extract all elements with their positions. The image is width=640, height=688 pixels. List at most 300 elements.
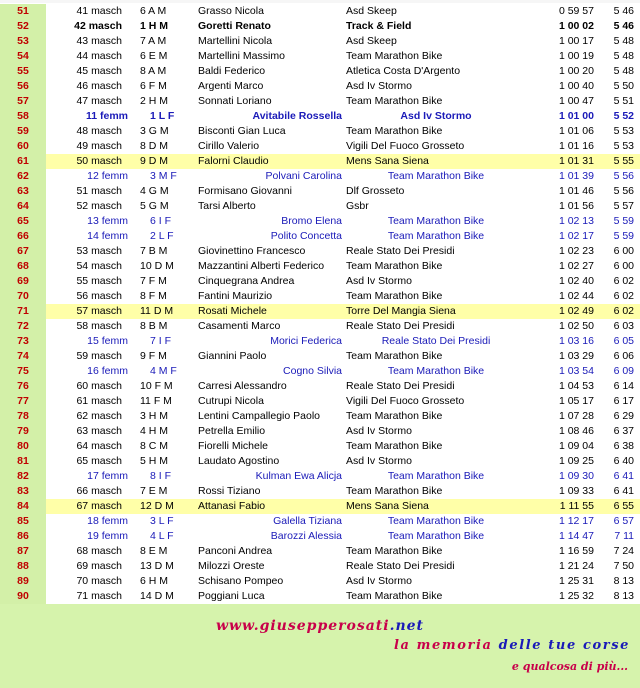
table-row bbox=[0, 64, 640, 79]
team-cell: Team Marathon Bike bbox=[346, 485, 443, 497]
time-cell: 1 02 17 bbox=[558, 230, 594, 242]
class-rank-cell: 8 E M bbox=[140, 545, 168, 557]
athlete-name-cell: Tarsi Alberto bbox=[198, 200, 256, 212]
time-cell: 1 02 13 bbox=[558, 215, 594, 227]
position-cell: 62 bbox=[0, 169, 46, 184]
athlete-name-cell: Lentini Campallegio Paolo bbox=[198, 410, 320, 422]
position-cell: 89 bbox=[0, 574, 46, 589]
table-row bbox=[0, 94, 640, 109]
pace-cell: 6 41 bbox=[613, 485, 634, 497]
class-rank-cell: 4 G M bbox=[140, 185, 169, 197]
pace-cell: 6 57 bbox=[613, 515, 634, 527]
team-cell: Team Marathon Bike bbox=[346, 410, 443, 422]
table-row bbox=[0, 334, 640, 349]
class-rank-cell: 5 H M bbox=[140, 455, 169, 467]
position-cell: 77 bbox=[0, 394, 46, 409]
position-cell: 88 bbox=[0, 559, 46, 574]
category-rank-cell: 52 masch bbox=[76, 200, 122, 212]
class-rank-cell: 5 G M bbox=[140, 200, 169, 212]
table-row bbox=[0, 379, 640, 394]
time-cell: 1 01 39 bbox=[558, 170, 594, 182]
athlete-name-cell: Formisano Giovanni bbox=[198, 185, 292, 197]
team-cell: Asd Skeep bbox=[346, 35, 397, 47]
athlete-name-cell: Giannini Paolo bbox=[198, 350, 267, 362]
class-rank-cell: 1 H M bbox=[140, 20, 169, 32]
time-cell: 1 00 40 bbox=[558, 80, 594, 92]
time-cell: 1 02 23 bbox=[558, 245, 594, 257]
site-footer bbox=[0, 604, 640, 688]
time-cell: 1 25 32 bbox=[558, 590, 594, 602]
time-cell: 1 12 17 bbox=[558, 515, 594, 527]
table-row bbox=[0, 259, 640, 274]
athlete-name-cell: Cinquegrana Andrea bbox=[198, 275, 295, 287]
category-rank-cell: 46 masch bbox=[76, 80, 122, 92]
position-cell: 86 bbox=[0, 529, 46, 544]
category-rank-cell: 59 masch bbox=[76, 350, 122, 362]
position-cell: 83 bbox=[0, 484, 46, 499]
pace-cell: 5 56 bbox=[613, 185, 634, 197]
class-rank-cell: 6 F M bbox=[140, 80, 167, 92]
table-row bbox=[0, 139, 640, 154]
pace-cell: 6 41 bbox=[613, 470, 634, 482]
category-rank-cell: 58 masch bbox=[76, 320, 122, 332]
table-row bbox=[0, 559, 640, 574]
class-rank-cell: 7 E M bbox=[140, 485, 168, 497]
position-cell: 82 bbox=[0, 469, 46, 484]
category-rank-cell: 61 masch bbox=[76, 395, 122, 407]
athlete-name-cell: Sonnati Loriano bbox=[198, 95, 272, 107]
time-cell: 1 02 44 bbox=[558, 290, 594, 302]
athlete-name-cell: Rosati Michele bbox=[198, 305, 267, 317]
team-cell: Asd Iv Stormo bbox=[400, 110, 472, 122]
time-cell: 1 02 40 bbox=[558, 275, 594, 287]
class-rank-cell: 11 F M bbox=[140, 395, 172, 407]
category-rank-cell: 42 masch bbox=[74, 20, 122, 32]
pace-cell: 6 17 bbox=[613, 395, 634, 407]
position-cell: 79 bbox=[0, 424, 46, 439]
class-rank-cell: 9 D M bbox=[140, 155, 169, 167]
pace-cell: 5 50 bbox=[613, 80, 634, 92]
category-rank-cell: 16 femm bbox=[87, 365, 128, 377]
athlete-name-cell: Falorni Claudio bbox=[198, 155, 269, 167]
pace-cell: 6 40 bbox=[613, 455, 634, 467]
position-cell: 61 bbox=[0, 154, 46, 169]
category-rank-cell: 66 masch bbox=[76, 485, 122, 497]
table-row bbox=[0, 484, 640, 499]
category-rank-cell: 67 masch bbox=[76, 500, 122, 512]
tagline bbox=[394, 638, 630, 653]
table-row bbox=[0, 499, 640, 514]
class-rank-cell: 8 D M bbox=[140, 140, 169, 152]
class-rank-cell: 11 D M bbox=[140, 305, 174, 317]
table-row bbox=[0, 289, 640, 304]
category-rank-cell: 43 masch bbox=[76, 35, 122, 47]
time-cell: 1 02 50 bbox=[558, 320, 594, 332]
time-cell: 1 25 31 bbox=[558, 575, 594, 587]
pace-cell: 6 02 bbox=[613, 305, 634, 317]
class-rank-cell: 4 H M bbox=[140, 425, 169, 437]
time-cell: 0 59 57 bbox=[558, 5, 594, 17]
athlete-name-cell: Rossi Tiziano bbox=[198, 485, 261, 497]
position-cell: 66 bbox=[0, 229, 46, 244]
time-cell: 1 00 19 bbox=[558, 50, 594, 62]
time-cell: 1 01 46 bbox=[558, 185, 594, 197]
position-cell: 53 bbox=[0, 34, 46, 49]
table-row bbox=[0, 394, 640, 409]
pace-cell: 6 14 bbox=[613, 380, 634, 392]
time-cell: 1 00 02 bbox=[558, 20, 594, 32]
time-cell: 1 07 28 bbox=[558, 410, 594, 422]
table-row bbox=[0, 319, 640, 334]
class-rank-cell: 8 I F bbox=[150, 470, 172, 482]
team-cell: Asd Iv Stormo bbox=[346, 575, 412, 587]
pace-cell: 6 02 bbox=[613, 275, 634, 287]
position-cell: 54 bbox=[0, 49, 46, 64]
athlete-name-cell: Morici Federica bbox=[270, 335, 342, 347]
team-cell: Reale Stato Dei Presidi bbox=[346, 560, 455, 572]
athlete-name-cell: Avitabile Rossella bbox=[252, 110, 342, 122]
team-cell: Team Marathon Bike bbox=[346, 590, 443, 602]
table-top-edge bbox=[0, 0, 640, 3]
category-rank-cell: 54 masch bbox=[76, 260, 122, 272]
pace-cell: 6 00 bbox=[613, 245, 634, 257]
table-row bbox=[0, 109, 640, 124]
time-cell: 1 09 30 bbox=[558, 470, 594, 482]
category-rank-cell: 47 masch bbox=[76, 95, 122, 107]
time-cell: 1 01 00 bbox=[558, 110, 594, 122]
category-rank-cell: 51 masch bbox=[76, 185, 122, 197]
position-cell: 64 bbox=[0, 199, 46, 214]
pace-cell: 7 50 bbox=[613, 560, 634, 572]
time-cell: 1 09 25 bbox=[558, 455, 594, 467]
team-cell: Track & Field bbox=[346, 20, 412, 32]
table-row bbox=[0, 244, 640, 259]
team-cell: Team Marathon Bike bbox=[387, 230, 485, 242]
team-cell: Torre Del Mangia Siena bbox=[346, 305, 456, 317]
position-cell: 71 bbox=[0, 304, 46, 319]
class-rank-cell: 6 E M bbox=[140, 50, 168, 62]
team-cell: Team Marathon Bike bbox=[387, 170, 485, 182]
table-row bbox=[0, 529, 640, 544]
table-row bbox=[0, 79, 640, 94]
table-row bbox=[0, 34, 640, 49]
class-rank-cell: 4 M F bbox=[150, 365, 177, 377]
time-cell: 1 01 16 bbox=[558, 140, 594, 152]
class-rank-cell: 7 A M bbox=[140, 35, 167, 47]
athlete-name-cell: Cirillo Valerio bbox=[198, 140, 260, 152]
category-rank-cell: 12 femm bbox=[87, 170, 128, 182]
team-cell: Vigili Del Fuoco Grosseto bbox=[346, 395, 465, 407]
class-rank-cell: 6 A M bbox=[140, 5, 167, 17]
class-rank-cell: 2 H M bbox=[140, 95, 169, 107]
site-url-suffix: .net bbox=[389, 618, 425, 634]
time-cell: 1 09 33 bbox=[558, 485, 594, 497]
athlete-name-cell: Fantini Maurizio bbox=[198, 290, 273, 302]
table-row bbox=[0, 454, 640, 469]
category-rank-cell: 41 masch bbox=[76, 5, 122, 17]
pace-cell: 5 53 bbox=[613, 140, 634, 152]
table-row bbox=[0, 349, 640, 364]
table-row bbox=[0, 229, 640, 244]
time-cell: 1 21 24 bbox=[558, 560, 594, 572]
table-row bbox=[0, 514, 640, 529]
team-cell: Asd Iv Stormo bbox=[346, 455, 412, 467]
table-row bbox=[0, 439, 640, 454]
team-cell: Asd Skeep bbox=[346, 5, 397, 17]
time-cell: 1 14 47 bbox=[558, 530, 594, 542]
team-cell: Vigili Del Fuoco Grosseto bbox=[346, 140, 465, 152]
athlete-name-cell: Attanasi Fabio bbox=[198, 500, 266, 512]
time-cell: 1 04 53 bbox=[558, 380, 594, 392]
site-url-prefix: www. bbox=[215, 618, 260, 634]
pace-cell: 5 56 bbox=[613, 170, 634, 182]
class-rank-cell: 3 G M bbox=[140, 125, 169, 137]
team-cell: Mens Sana Siena bbox=[346, 500, 429, 512]
team-cell: Team Marathon Bike bbox=[346, 125, 443, 137]
position-cell: 90 bbox=[0, 589, 46, 604]
time-cell: 1 00 17 bbox=[558, 35, 594, 47]
category-rank-cell: 57 masch bbox=[76, 305, 122, 317]
athlete-name-cell: Carresi Alessandro bbox=[198, 380, 287, 392]
team-cell: Team Marathon Bike bbox=[346, 350, 443, 362]
pace-cell: 5 53 bbox=[613, 125, 634, 137]
athlete-name-cell: Polvani Carolina bbox=[265, 170, 342, 182]
table-row bbox=[0, 49, 640, 64]
table-row bbox=[0, 574, 640, 589]
position-cell: 81 bbox=[0, 454, 46, 469]
pace-cell: 6 05 bbox=[613, 335, 634, 347]
time-cell: 1 03 54 bbox=[558, 365, 594, 377]
class-rank-cell: 3 M F bbox=[150, 170, 177, 182]
team-cell: Gsbr bbox=[346, 200, 369, 212]
category-rank-cell: 17 femm bbox=[87, 470, 128, 482]
pace-cell: 6 38 bbox=[613, 440, 634, 452]
table-row bbox=[0, 169, 640, 184]
athlete-name-cell: Goretti Renato bbox=[198, 20, 271, 32]
position-cell: 76 bbox=[0, 379, 46, 394]
athlete-name-cell: Fiorelli Michele bbox=[198, 440, 269, 452]
pace-cell: 8 13 bbox=[613, 590, 634, 602]
athlete-name-cell: Panconi Andrea bbox=[198, 545, 273, 557]
category-rank-cell: 19 femm bbox=[87, 530, 128, 542]
team-cell: Atletica Costa D'Argento bbox=[346, 65, 461, 77]
pace-cell: 6 02 bbox=[613, 290, 634, 302]
athlete-name-cell: Cutrupi Nicola bbox=[198, 395, 264, 407]
position-cell: 74 bbox=[0, 349, 46, 364]
position-cell: 87 bbox=[0, 544, 46, 559]
position-cell: 69 bbox=[0, 274, 46, 289]
time-cell: 1 01 56 bbox=[558, 200, 594, 212]
position-cell: 85 bbox=[0, 514, 46, 529]
team-cell: Team Marathon Bike bbox=[346, 260, 443, 272]
team-cell: Team Marathon Bike bbox=[346, 50, 443, 62]
category-rank-cell: 62 masch bbox=[76, 410, 122, 422]
class-rank-cell: 6 I F bbox=[150, 215, 172, 227]
time-cell: 1 05 17 bbox=[558, 395, 594, 407]
team-cell: Mens Sana Siena bbox=[346, 155, 429, 167]
time-cell: 1 16 59 bbox=[558, 545, 594, 557]
table-row bbox=[0, 274, 640, 289]
position-cell: 75 bbox=[0, 364, 46, 379]
team-cell: Team Marathon Bike bbox=[387, 365, 485, 377]
time-cell: 1 03 16 bbox=[558, 335, 594, 347]
pace-cell: 8 13 bbox=[613, 575, 634, 587]
class-rank-cell: 12 D M bbox=[140, 500, 174, 512]
table-row bbox=[0, 409, 640, 424]
pace-cell: 5 57 bbox=[613, 200, 634, 212]
pace-cell: 5 46 bbox=[613, 5, 634, 17]
table-row bbox=[0, 424, 640, 439]
class-rank-cell: 7 B M bbox=[140, 245, 168, 257]
class-rank-cell: 14 D M bbox=[140, 590, 174, 602]
position-cell: 63 bbox=[0, 184, 46, 199]
athlete-name-cell: Polito Concetta bbox=[270, 230, 342, 242]
table-row bbox=[0, 364, 640, 379]
category-rank-cell: 44 masch bbox=[76, 50, 122, 62]
table-row bbox=[0, 214, 640, 229]
pace-cell: 5 51 bbox=[613, 95, 634, 107]
pace-cell: 5 48 bbox=[613, 65, 634, 77]
team-cell: Team Marathon Bike bbox=[346, 440, 443, 452]
team-cell: Team Marathon Bike bbox=[346, 545, 443, 557]
category-rank-cell: 53 masch bbox=[76, 245, 122, 257]
pace-cell: 5 59 bbox=[613, 230, 634, 242]
class-rank-cell: 13 D M bbox=[140, 560, 174, 572]
tagline-part1: la memoria bbox=[393, 638, 493, 653]
pace-cell: 7 24 bbox=[613, 545, 634, 557]
team-cell: Reale Stato Dei Presidi bbox=[346, 380, 455, 392]
class-rank-cell: 10 D M bbox=[140, 260, 174, 272]
time-cell: 1 08 46 bbox=[558, 425, 594, 437]
category-rank-cell: 69 masch bbox=[76, 560, 122, 572]
category-rank-cell: 49 masch bbox=[76, 140, 122, 152]
time-cell: 1 01 06 bbox=[558, 125, 594, 137]
position-cell: 72 bbox=[0, 319, 46, 334]
athlete-name-cell: Bisconti Gian Luca bbox=[198, 125, 286, 137]
position-cell: 78 bbox=[0, 409, 46, 424]
team-cell: Asd Iv Stormo bbox=[346, 275, 412, 287]
pace-cell: 7 11 bbox=[614, 530, 634, 542]
team-cell: Team Marathon Bike bbox=[346, 95, 443, 107]
athlete-name-cell: Argenti Marco bbox=[198, 80, 264, 92]
position-cell: 58 bbox=[0, 109, 46, 124]
time-cell: 1 00 47 bbox=[558, 95, 594, 107]
athlete-name-cell: Schisano Pompeo bbox=[198, 575, 284, 587]
pace-cell: 5 48 bbox=[613, 35, 634, 47]
category-rank-cell: 55 masch bbox=[76, 275, 122, 287]
table-row bbox=[0, 469, 640, 484]
category-rank-cell: 65 masch bbox=[76, 455, 122, 467]
class-rank-cell: 7 F M bbox=[140, 275, 167, 287]
athlete-name-cell: Giovinettino Francesco bbox=[198, 245, 306, 257]
tagline-part2: delle tue corse bbox=[498, 638, 630, 653]
site-url[interactable] bbox=[0, 618, 640, 634]
pace-cell: 6 37 bbox=[613, 425, 634, 437]
team-cell: Reale Stato Dei Presidi bbox=[346, 245, 455, 257]
time-cell: 1 00 20 bbox=[558, 65, 594, 77]
class-rank-cell: 8 A M bbox=[140, 65, 167, 77]
team-cell: Team Marathon Bike bbox=[387, 215, 485, 227]
category-rank-cell: 15 femm bbox=[87, 335, 128, 347]
table-row bbox=[0, 304, 640, 319]
position-cell: 60 bbox=[0, 139, 46, 154]
category-rank-cell: 71 masch bbox=[76, 590, 122, 602]
pace-cell: 6 09 bbox=[613, 365, 634, 377]
class-rank-cell: 7 I F bbox=[150, 335, 172, 347]
athlete-name-cell: Bromo Elena bbox=[281, 215, 342, 227]
team-cell: Team Marathon Bike bbox=[387, 515, 485, 527]
category-rank-cell: 11 femm bbox=[85, 110, 128, 122]
table-row bbox=[0, 4, 640, 19]
pace-cell: 5 55 bbox=[613, 155, 634, 167]
class-rank-cell: 2 L F bbox=[150, 230, 174, 242]
pace-cell: 6 29 bbox=[613, 410, 634, 422]
athlete-name-cell: Martellini Nicola bbox=[198, 35, 273, 47]
athlete-name-cell: Milozzi Oreste bbox=[198, 560, 265, 572]
athlete-name-cell: Kulman Ewa Alicja bbox=[255, 470, 342, 482]
position-cell: 57 bbox=[0, 94, 46, 109]
team-cell: Team Marathon Bike bbox=[387, 470, 485, 482]
table-row bbox=[0, 19, 640, 34]
time-cell: 1 03 29 bbox=[558, 350, 594, 362]
athlete-name-cell: Mazzantini Alberti Federico bbox=[198, 260, 325, 272]
pace-cell: 6 00 bbox=[613, 260, 634, 272]
athlete-name-cell: Martellini Massimo bbox=[198, 50, 285, 62]
position-cell: 52 bbox=[0, 19, 46, 34]
pace-cell: 5 59 bbox=[613, 215, 634, 227]
position-cell: 56 bbox=[0, 79, 46, 94]
pace-cell: 6 06 bbox=[613, 350, 634, 362]
position-cell: 67 bbox=[0, 244, 46, 259]
category-rank-cell: 18 femm bbox=[87, 515, 128, 527]
table-row bbox=[0, 184, 640, 199]
time-cell: 1 09 04 bbox=[558, 440, 594, 452]
position-cell: 80 bbox=[0, 439, 46, 454]
athlete-name-cell: Galella Tiziana bbox=[273, 515, 342, 527]
athlete-name-cell: Laudato Agostino bbox=[198, 455, 280, 467]
class-rank-cell: 6 H M bbox=[140, 575, 169, 587]
class-rank-cell: 4 L F bbox=[150, 530, 174, 542]
athlete-name-cell: Grasso Nicola bbox=[198, 5, 264, 17]
time-cell: 1 02 49 bbox=[558, 305, 594, 317]
pace-cell: 6 03 bbox=[613, 320, 634, 332]
category-rank-cell: 50 masch bbox=[76, 155, 122, 167]
site-url-name: giusepperosati bbox=[259, 618, 390, 634]
athlete-name-cell: Barozzi Alessia bbox=[270, 530, 342, 542]
team-cell: Team Marathon Bike bbox=[346, 290, 443, 302]
position-cell: 55 bbox=[0, 64, 46, 79]
class-rank-cell: 9 F M bbox=[140, 350, 167, 362]
time-cell: 1 01 31 bbox=[558, 155, 594, 167]
position-cell: 59 bbox=[0, 124, 46, 139]
team-cell: Reale Stato Dei Presidi bbox=[346, 320, 455, 332]
category-rank-cell: 14 femm bbox=[87, 230, 128, 242]
category-rank-cell: 64 masch bbox=[76, 440, 122, 452]
tagline-sub: e qualcosa di più... bbox=[511, 660, 628, 673]
athlete-name-cell: Poggiani Luca bbox=[198, 590, 265, 602]
category-rank-cell: 63 masch bbox=[76, 425, 122, 437]
time-cell: 1 02 27 bbox=[558, 260, 594, 272]
position-cell: 70 bbox=[0, 289, 46, 304]
class-rank-cell: 1 L F bbox=[150, 110, 175, 122]
class-rank-cell: 10 F M bbox=[140, 380, 173, 392]
team-cell: Asd Iv Stormo bbox=[346, 80, 412, 92]
position-cell: 65 bbox=[0, 214, 46, 229]
team-cell: Asd Iv Stormo bbox=[346, 425, 412, 437]
position-cell: 68 bbox=[0, 259, 46, 274]
category-rank-cell: 48 masch bbox=[76, 125, 122, 137]
table-row bbox=[0, 154, 640, 169]
